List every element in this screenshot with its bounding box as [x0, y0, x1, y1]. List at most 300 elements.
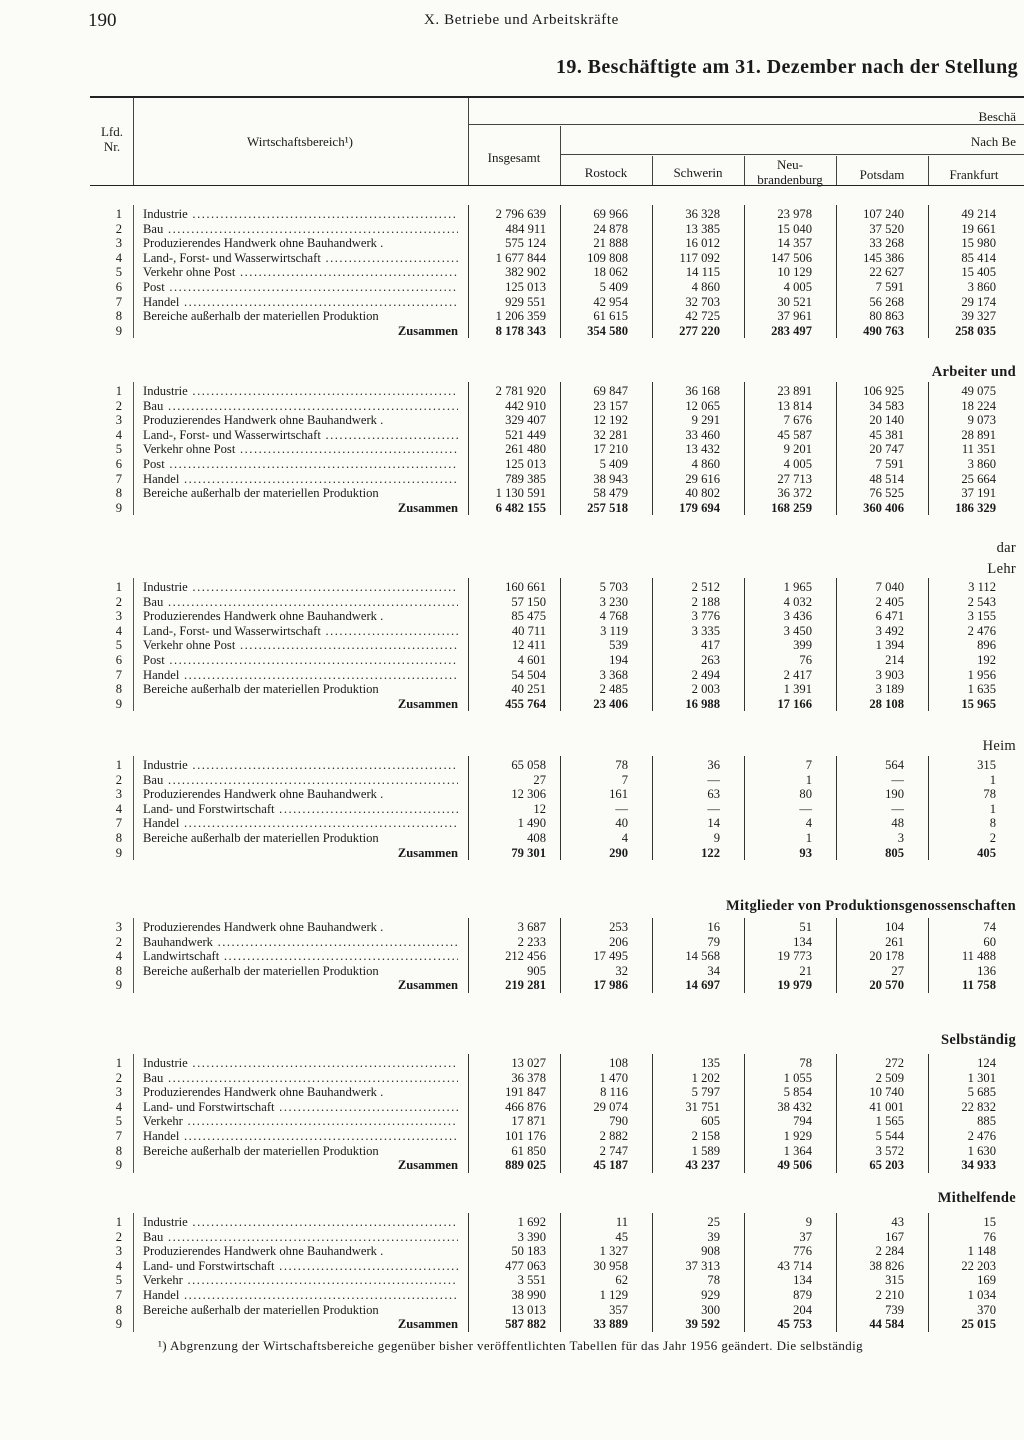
row-number: 2 [115, 934, 122, 949]
row-label: Industrie ..... [143, 580, 458, 595]
cell-rostock: 69 966 [593, 207, 628, 221]
cell-neubrandenburg: 13 814 [777, 398, 812, 413]
cell-insgesamt: 587 882 [505, 1317, 546, 1332]
row-number: 7 [115, 1129, 122, 1143]
row-label: Land- und Forstwirtschaft ..... [143, 1259, 458, 1274]
row-number: 1 [115, 758, 122, 772]
row-number: 9 [115, 1158, 122, 1173]
cell-rostock: 17 495 [593, 949, 628, 964]
cell-insgesamt: 1 490 [517, 816, 546, 831]
row-number: 8 [115, 1143, 122, 1158]
cell-frankfurt: 2 543 [967, 594, 996, 609]
cell-frankfurt: 29 174 [961, 294, 996, 309]
row-number: 5 [115, 442, 122, 457]
row-number: 5 [115, 265, 122, 280]
cell-insgesamt: 442 910 [505, 398, 546, 413]
cell-potsdam: 22 627 [869, 265, 904, 280]
cell-schwerin: 14 697 [685, 978, 720, 993]
cell-schwerin: 36 328 [685, 207, 720, 221]
cell-frankfurt: 8 [989, 816, 996, 831]
row-number: 6 [115, 653, 122, 667]
cell-schwerin: 13 432 [685, 442, 720, 457]
cell-insgesamt: 484 911 [505, 221, 546, 236]
cell-potsdam: 145 386 [863, 250, 904, 265]
table-row [0, 816, 1024, 831]
cell-schwerin: 13 385 [685, 221, 720, 236]
row-label: Verkehr ohne Post ..... [143, 638, 458, 653]
cell-frankfurt: 1 635 [967, 682, 996, 697]
cell-frankfurt: 15 965 [961, 696, 996, 711]
cell-rostock: 2 747 [599, 1143, 628, 1158]
cell-neubrandenburg: 879 [793, 1288, 812, 1302]
row-number: 9 [115, 845, 122, 860]
row-label: Produzierendes Handwerk ohne Bauhandwerk . [143, 413, 384, 428]
cell-rostock: 194 [609, 653, 628, 667]
cell-insgesamt: 889 025 [505, 1158, 546, 1173]
cell-neubrandenburg: 2 417 [783, 667, 812, 682]
cell-rostock: 1 470 [599, 1070, 628, 1085]
cell-frankfurt: 49 214 [961, 207, 996, 221]
cell-insgesamt: 3 687 [517, 920, 546, 934]
cell-rostock: 78 [615, 758, 628, 772]
row-number: 8 [115, 1302, 122, 1317]
cell-neubrandenburg: 43 714 [777, 1258, 812, 1273]
header-bottom-rule [90, 185, 1024, 186]
row-number: 1 [115, 1056, 122, 1070]
row-label: Bereiche außerhalb der materiellen Produktion [143, 1143, 379, 1158]
cell-insgesamt: 6 482 155 [495, 500, 546, 515]
header-nach: Nach Be [970, 134, 1016, 149]
cell-insgesamt: 13 013 [511, 1302, 546, 1317]
table-row [0, 978, 1024, 993]
cell-frankfurt: 192 [977, 653, 996, 667]
cell-potsdam: 3 492 [875, 623, 904, 638]
row-label: Bereiche außerhalb der materiellen Produktion [143, 1302, 379, 1317]
cell-potsdam: 41 001 [869, 1099, 904, 1114]
row-number: 4 [115, 949, 122, 964]
cell-potsdam: 3 [897, 831, 904, 845]
table-row [0, 668, 1024, 683]
cell-schwerin: 5 797 [691, 1085, 720, 1100]
table-row [0, 457, 1024, 472]
row-number: 3 [115, 609, 122, 624]
cell-insgesamt: 455 764 [505, 696, 546, 711]
section-title: Arbeiter und [931, 364, 1016, 380]
cell-neubrandenburg: 51 [799, 920, 812, 934]
cell-insgesamt: 40 251 [511, 682, 546, 697]
cell-schwerin: 16 012 [685, 236, 720, 251]
cell-potsdam: 2 405 [875, 594, 904, 609]
row-label: Industrie ..... [143, 1215, 458, 1230]
cell-insgesamt: 1 130 591 [495, 486, 546, 501]
cell-frankfurt: 124 [977, 1056, 996, 1070]
table-row [0, 1259, 1024, 1274]
cell-frankfurt: 60 [983, 934, 996, 949]
cell-neubrandenburg: 399 [793, 638, 812, 653]
table-row [0, 802, 1024, 817]
cell-frankfurt: 258 035 [955, 323, 996, 338]
row-label: Produzierendes Handwerk ohne Bauhandwerk . [143, 236, 384, 251]
cell-potsdam: 6 471 [875, 609, 904, 624]
cell-rostock: 58 479 [593, 486, 628, 501]
cell-potsdam: 20 178 [869, 949, 904, 964]
cell-insgesamt: 1 677 844 [495, 250, 546, 265]
cell-insgesamt: 8 178 343 [495, 323, 546, 338]
cell-rostock: 7 [621, 772, 628, 787]
row-label: Land-, Forst- und Wasserwirtschaft ..... [143, 428, 458, 443]
row-label: Handel ..... [143, 1129, 458, 1144]
cell-potsdam: 3 189 [875, 682, 904, 697]
cell-neubrandenburg: 36 372 [777, 486, 812, 501]
cell-potsdam: 28 108 [869, 696, 904, 711]
cell-rostock: 69 847 [593, 384, 628, 398]
row-label: Verkehr ..... [143, 1114, 458, 1129]
row-number: 1 [115, 580, 122, 594]
row-number: 4 [115, 427, 122, 442]
cell-schwerin: 37 313 [685, 1258, 720, 1273]
table-row [0, 609, 1024, 624]
cell-frankfurt: 1 [989, 772, 996, 787]
table-row [0, 1144, 1024, 1159]
cell-rostock: 206 [609, 934, 628, 949]
cell-potsdam: — [891, 801, 904, 816]
cell-neubrandenburg: 38 432 [777, 1099, 812, 1114]
cell-insgesamt: 575 124 [505, 236, 546, 251]
cell-schwerin: 9 [713, 831, 720, 845]
header-vrule-schwerin [652, 156, 653, 185]
row-label: Bereiche außerhalb der materiellen Produktion [143, 309, 379, 324]
cell-schwerin: 16 988 [685, 696, 720, 711]
cell-neubrandenburg: 93 [799, 845, 812, 860]
cell-neubrandenburg: 794 [793, 1114, 812, 1129]
cell-neubrandenburg: 3 436 [783, 609, 812, 624]
row-label: Bau ..... [143, 399, 458, 414]
cell-schwerin: 25 [707, 1215, 720, 1229]
cell-schwerin: 1 202 [691, 1070, 720, 1085]
table-row [0, 920, 1024, 935]
cell-potsdam: 20 140 [869, 413, 904, 428]
cell-potsdam: 805 [885, 845, 904, 860]
row-label: Bau ..... [143, 1230, 458, 1245]
cell-rostock: 1 129 [599, 1288, 628, 1302]
table-row [0, 207, 1024, 222]
row-number: 3 [115, 787, 122, 802]
row-label: Post ..... [143, 653, 458, 668]
row-number: 9 [115, 696, 122, 711]
cell-neubrandenburg: 78 [799, 1056, 812, 1070]
cell-rostock: 23 406 [593, 696, 628, 711]
cell-neubrandenburg: 9 [805, 1215, 812, 1229]
row-label: Verkehr ohne Post ..... [143, 442, 458, 457]
cell-rostock: 23 157 [593, 398, 628, 413]
cell-neubrandenburg: 21 [799, 963, 812, 978]
table-row [0, 442, 1024, 457]
running-head: X. Betriebe und Arbeitskräfte [424, 12, 619, 28]
row-number: 7 [115, 471, 122, 486]
cell-potsdam: 490 763 [863, 323, 904, 338]
cell-frankfurt: 186 329 [955, 500, 996, 515]
cell-insgesamt: 212 456 [505, 949, 546, 964]
table-row [0, 697, 1024, 712]
cell-schwerin: 277 220 [679, 323, 720, 338]
row-label: Produzierendes Handwerk ohne Bauhandwerk . [143, 920, 384, 934]
cell-insgesamt: 27 [533, 772, 546, 787]
cell-insgesamt: 191 847 [505, 1085, 546, 1100]
cell-insgesamt: 125 013 [505, 457, 546, 471]
cell-neubrandenburg: 4 005 [783, 457, 812, 471]
cell-frankfurt: 3 860 [967, 280, 996, 294]
cell-rostock: 3 119 [600, 623, 628, 638]
section-title: Mitglieder von Produktionsgenossenschaften [726, 898, 1016, 914]
cell-rostock: 3 368 [599, 667, 628, 682]
cell-schwerin: 33 460 [685, 427, 720, 442]
row-label: Bereiche außerhalb der materiellen Produktion [143, 963, 379, 978]
row-total-label: Zusammen [397, 1158, 458, 1173]
cell-insgesamt: 382 902 [505, 265, 546, 280]
header-vrule-nr [133, 98, 134, 185]
cell-schwerin: 3 776 [691, 609, 720, 624]
row-number: 7 [115, 667, 122, 682]
cell-schwerin: 79 [707, 934, 720, 949]
row-number: 1 [115, 384, 122, 398]
cell-potsdam: 190 [885, 787, 904, 802]
cell-insgesamt: 408 [527, 831, 546, 845]
cell-insgesamt: 477 063 [505, 1258, 546, 1273]
table-row [0, 384, 1024, 399]
row-number: 5 [115, 638, 122, 653]
cell-neubrandenburg: 23 978 [777, 207, 812, 221]
cell-rostock: 2 485 [599, 682, 628, 697]
cell-frankfurt: 1 148 [967, 1244, 996, 1259]
row-total-label: Zusammen [397, 323, 458, 338]
row-label: Post ..... [143, 280, 458, 295]
cell-frankfurt: 49 075 [961, 384, 996, 398]
cell-neubrandenburg: 27 713 [777, 471, 812, 486]
cell-schwerin: 78 [707, 1273, 720, 1288]
cell-neubrandenburg: 10 129 [777, 265, 812, 280]
section-title-continued: Lehr [987, 561, 1016, 577]
table-row [0, 324, 1024, 339]
row-number: 2 [115, 398, 122, 413]
cell-insgesamt: 2 781 920 [495, 384, 546, 398]
cell-rostock: 1 327 [599, 1244, 628, 1259]
cell-rostock: 32 281 [593, 427, 628, 442]
header-wirtschaftsbereich: Wirtschaftsbereich¹) [247, 134, 353, 149]
cell-neubrandenburg: 80 [799, 787, 812, 802]
cell-potsdam: 315 [885, 1273, 904, 1288]
cell-schwerin: 3 335 [691, 623, 720, 638]
cell-neubrandenburg: 45 587 [777, 427, 812, 442]
cell-neubrandenburg: 1 364 [783, 1143, 812, 1158]
row-label: Landwirtschaft ..... [143, 949, 458, 964]
cell-rostock: 40 [615, 816, 628, 831]
cell-insgesamt: 17 871 [511, 1114, 546, 1129]
cell-frankfurt: 136 [977, 963, 996, 978]
cell-schwerin: 36 [707, 758, 720, 772]
cell-rostock: 62 [615, 1273, 628, 1288]
cell-schwerin: 40 802 [685, 486, 720, 501]
table-row [0, 428, 1024, 443]
row-label: Land-, Forst- und Wasserwirtschaft ..... [143, 624, 458, 639]
cell-insgesamt: 38 990 [511, 1288, 546, 1302]
cell-frankfurt: 78 [983, 787, 996, 802]
header-col-frankfurt: Frankfurt [949, 167, 999, 182]
cell-schwerin: — [707, 801, 720, 816]
cell-insgesamt: 219 281 [505, 978, 546, 993]
section-title: Mithelfende [937, 1190, 1016, 1206]
cell-frankfurt: 3 155 [967, 609, 996, 624]
cell-schwerin: 117 092 [679, 250, 720, 265]
cell-rostock: 17 210 [593, 442, 628, 457]
table-row [0, 831, 1024, 846]
row-number: 8 [115, 486, 122, 501]
cell-schwerin: 39 592 [685, 1317, 720, 1332]
cell-insgesamt: 329 407 [505, 413, 546, 428]
cell-schwerin: 9 291 [691, 413, 720, 428]
table-row [0, 413, 1024, 428]
table-row [0, 265, 1024, 280]
row-number: 2 [115, 1229, 122, 1244]
header-vrule-frankfurt [928, 156, 929, 185]
cell-potsdam: 739 [885, 1302, 904, 1317]
row-label: Land- und Forstwirtschaft ..... [143, 1100, 458, 1115]
cell-potsdam: 34 583 [869, 398, 904, 413]
cell-neubrandenburg: 1 391 [783, 682, 812, 697]
row-number: 6 [115, 280, 122, 294]
cell-frankfurt: 896 [977, 638, 996, 653]
cell-frankfurt: 1 301 [967, 1070, 996, 1085]
cell-rostock: 45 187 [593, 1158, 628, 1173]
table-row [0, 1230, 1024, 1245]
table-row [0, 682, 1024, 697]
cell-frankfurt: 169 [977, 1273, 996, 1288]
cell-insgesamt: 50 183 [511, 1244, 546, 1259]
header-top-right: Beschä [978, 109, 1016, 124]
cell-potsdam: 33 268 [869, 236, 904, 251]
cell-potsdam: 43 [891, 1215, 904, 1229]
row-label: Land-, Forst- und Wasserwirtschaft ..... [143, 251, 458, 266]
cell-frankfurt: 11 758 [962, 978, 996, 993]
cell-schwerin: 300 [701, 1302, 720, 1317]
cell-frankfurt: 15 405 [961, 265, 996, 280]
row-label: Handel ..... [143, 668, 458, 683]
cell-insgesamt: 12 [533, 801, 546, 816]
row-total-label: Zusammen [397, 500, 458, 515]
cell-schwerin: 36 168 [685, 384, 720, 398]
cell-neubrandenburg: 1 [805, 831, 812, 845]
cell-frankfurt: 315 [977, 758, 996, 772]
row-label: Handel ..... [143, 295, 458, 310]
cell-potsdam: 10 740 [869, 1085, 904, 1100]
cell-potsdam: 44 584 [869, 1317, 904, 1332]
table-row [0, 1273, 1024, 1288]
cell-potsdam: 38 826 [869, 1258, 904, 1273]
row-label: Produzierendes Handwerk ohne Bauhandwerk . [143, 609, 384, 624]
cell-potsdam: 27 [891, 963, 904, 978]
table-row [0, 595, 1024, 610]
cell-rostock: 30 958 [593, 1258, 628, 1273]
table-row [0, 1114, 1024, 1129]
cell-neubrandenburg: 15 040 [777, 221, 812, 236]
row-label: Bauhandwerk ..... [143, 935, 458, 950]
row-label: Handel ..... [143, 1288, 458, 1303]
cell-potsdam: 106 925 [863, 384, 904, 398]
cell-insgesamt: 125 013 [505, 280, 546, 294]
row-number: 3 [115, 236, 122, 251]
header-insgesamt: Insgesamt [487, 150, 541, 165]
header-col-rostock: Rostock [584, 165, 628, 180]
cell-neubrandenburg: 76 [799, 653, 812, 667]
cell-neubrandenburg: 4 032 [783, 594, 812, 609]
cell-schwerin: 39 [707, 1229, 720, 1244]
cell-schwerin: 2 188 [691, 594, 720, 609]
table-row [0, 964, 1024, 979]
cell-neubrandenburg: 7 676 [783, 413, 812, 428]
cell-insgesamt: 261 480 [505, 442, 546, 457]
cell-insgesamt: 79 301 [511, 845, 546, 860]
cell-schwerin: 14 [707, 816, 720, 831]
cell-insgesamt: 521 449 [505, 427, 546, 442]
header-vrule-neubr [744, 156, 745, 185]
row-label: Bau ..... [143, 773, 458, 788]
cell-potsdam: 564 [885, 758, 904, 772]
header-col-potsdam: Potsdam [859, 167, 905, 182]
cell-potsdam: 3 903 [875, 667, 904, 682]
cell-rostock: 17 986 [593, 978, 628, 993]
cell-schwerin: 14 115 [685, 265, 720, 280]
cell-potsdam: 1 565 [875, 1114, 904, 1129]
row-total-label: Zusammen [397, 845, 458, 860]
cell-neubrandenburg: 776 [793, 1244, 812, 1259]
cell-insgesamt: 466 876 [505, 1099, 546, 1114]
cell-insgesamt: 12 411 [511, 638, 546, 653]
cell-rostock: 21 888 [593, 236, 628, 251]
cell-frankfurt: 2 476 [967, 623, 996, 638]
cell-potsdam: 2 210 [875, 1288, 904, 1302]
cell-rostock: 24 878 [593, 221, 628, 236]
row-number: 5 [115, 1273, 122, 1288]
cell-schwerin: 16 [707, 920, 720, 934]
row-number: 3 [115, 920, 122, 934]
row-number: 8 [115, 963, 122, 978]
cell-potsdam: 214 [885, 653, 904, 667]
row-number: 9 [115, 500, 122, 515]
cell-potsdam: 167 [885, 1229, 904, 1244]
cell-neubrandenburg: 283 497 [771, 323, 812, 338]
row-number: 8 [115, 309, 122, 324]
table-row [0, 758, 1024, 773]
row-label: Bau ..... [143, 222, 458, 237]
cell-rostock: 357 [609, 1302, 628, 1317]
cell-rostock: 11 [615, 1215, 628, 1229]
cell-frankfurt: 5 685 [967, 1085, 996, 1100]
cell-neubrandenburg: 134 [793, 934, 812, 949]
cell-neubrandenburg: 3 450 [783, 623, 812, 638]
table-row [0, 1158, 1024, 1173]
table-row [0, 1288, 1024, 1303]
cell-neubrandenburg: 134 [793, 1273, 812, 1288]
row-number: 1 [115, 207, 122, 221]
cell-frankfurt: 1 630 [967, 1143, 996, 1158]
cell-frankfurt: 1 956 [967, 667, 996, 682]
cell-potsdam: 65 203 [869, 1158, 904, 1173]
cell-schwerin: 31 751 [685, 1099, 720, 1114]
cell-frankfurt: 405 [977, 845, 996, 860]
table-row [0, 280, 1024, 295]
header-top-rule [90, 96, 1024, 98]
cell-rostock: 33 889 [593, 1317, 628, 1332]
row-number: 1 [115, 1215, 122, 1229]
